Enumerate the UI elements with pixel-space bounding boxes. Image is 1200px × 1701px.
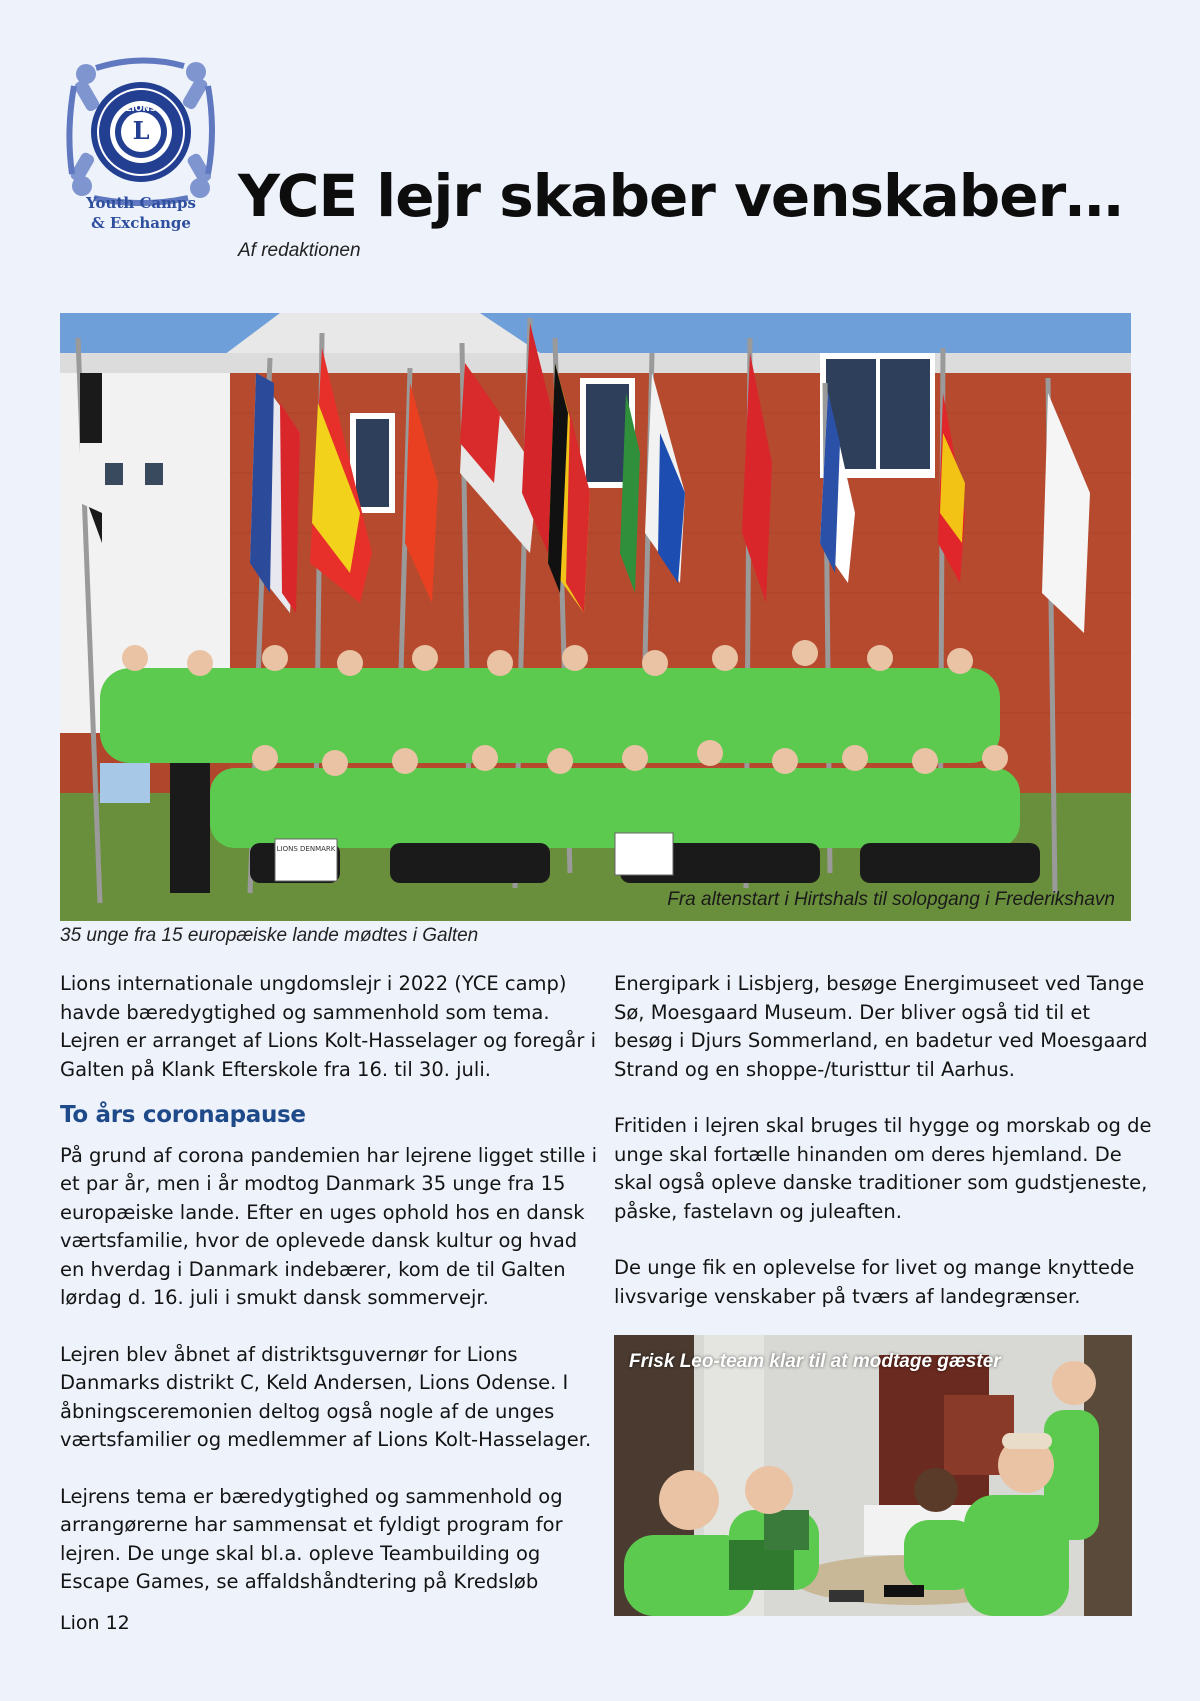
second-photo-caption: Frisk Leo-team klar til at modtage gæster	[629, 1351, 1001, 1372]
article-paragraph-1: På grund af corona pandemien har lejrene ligget stille i et par år, men i år modtog Danmark 35 unge fra 15 europæiske lande. Efter en uges ophold hos en dansk værtsfamilie, hvor de oplevede dansk kultur og hvad en hverdag i Danmark indebærer, kom de til Galten lørdag d. 16. juli i smukt dansk sommervejr.	[60, 1143, 598, 1309]
logo-ring-text: LIONS	[125, 104, 157, 114]
article-paragraph-3: Lejrens tema er bæredygtighed og sammenhold og arrangørerne har sammensat et fyldigt program for lejren. De unge skal bl.a. opleve Teambuilding og Escape Games, se affaldshåndtering på Kredsløb	[60, 1484, 563, 1593]
main-photo-overlay-caption: Fra altenstart i Hirtshals til solopgang i Frederikshavn	[667, 889, 1115, 910]
article-column-left	[60, 970, 600, 1597]
article-column-right	[614, 970, 1154, 1311]
article-intro: Lions internationale ungdomslejr i 2022 (YCE camp) havde bæredygtighed og sammenhold som tema. Lejren er arranget af Lions Kolt-Hasselager og foregår i Galten på Klank Efterskole fra 16. til 30. juli.	[60, 972, 596, 1081]
article-subheading: To års coronapause	[60, 1102, 306, 1128]
main-photo-caption: 35 unge fra 15 europæiske lande mødtes i Galten	[60, 925, 479, 946]
logo-line1: Youth Camps	[86, 194, 196, 212]
second-photo-illustration	[614, 1335, 1132, 1616]
article-paragraph-6: De unge fik en oplevelse for livet og mange knyttede livsvarige venskaber på tværs af landegrænser.	[614, 1256, 1135, 1308]
yce-logo	[66, 56, 216, 236]
main-photo	[60, 313, 1131, 921]
article-paragraph-5: Fritiden i lejren skal bruges til hygge og morskab og de unge skal fortælle hinanden om deres hjemland. De skal også opleve danske traditioner som gudstjeneste, påske, fastelavn og juleaften.	[614, 1114, 1152, 1223]
article-byline: Af redaktionen	[238, 240, 361, 261]
second-photo	[614, 1335, 1132, 1616]
article-paragraph-4: Energipark i Lisbjerg, besøge Energimuseet ved Tange Sø, Moesgaard Museum. Der bliver også tid til et besøg i Djurs Sommerland, en badetur ved Moesgaard Strand og en shoppe-/turisttur til Aarhus.	[614, 972, 1148, 1081]
main-photo-illustration	[60, 313, 1131, 921]
article-title: YCE lejr skaber venskaber…	[238, 162, 1123, 230]
main-photo-sign-text: LIONS DENMARK	[276, 845, 336, 853]
logo-line2: & Exchange	[91, 214, 191, 232]
page-number: Lion 12	[60, 1612, 130, 1634]
logo-center-letter: L	[132, 116, 150, 145]
article-paragraph-2: Lejren blev åbnet af distriktsguvernør for Lions Danmarks distrikt C, Keld Andersen, Lions Odense. I åbningsceremonien deltog også nogle af de unges værtsfamilier og medlemmer af Lions Kolt-Hasselager.	[60, 1342, 592, 1451]
